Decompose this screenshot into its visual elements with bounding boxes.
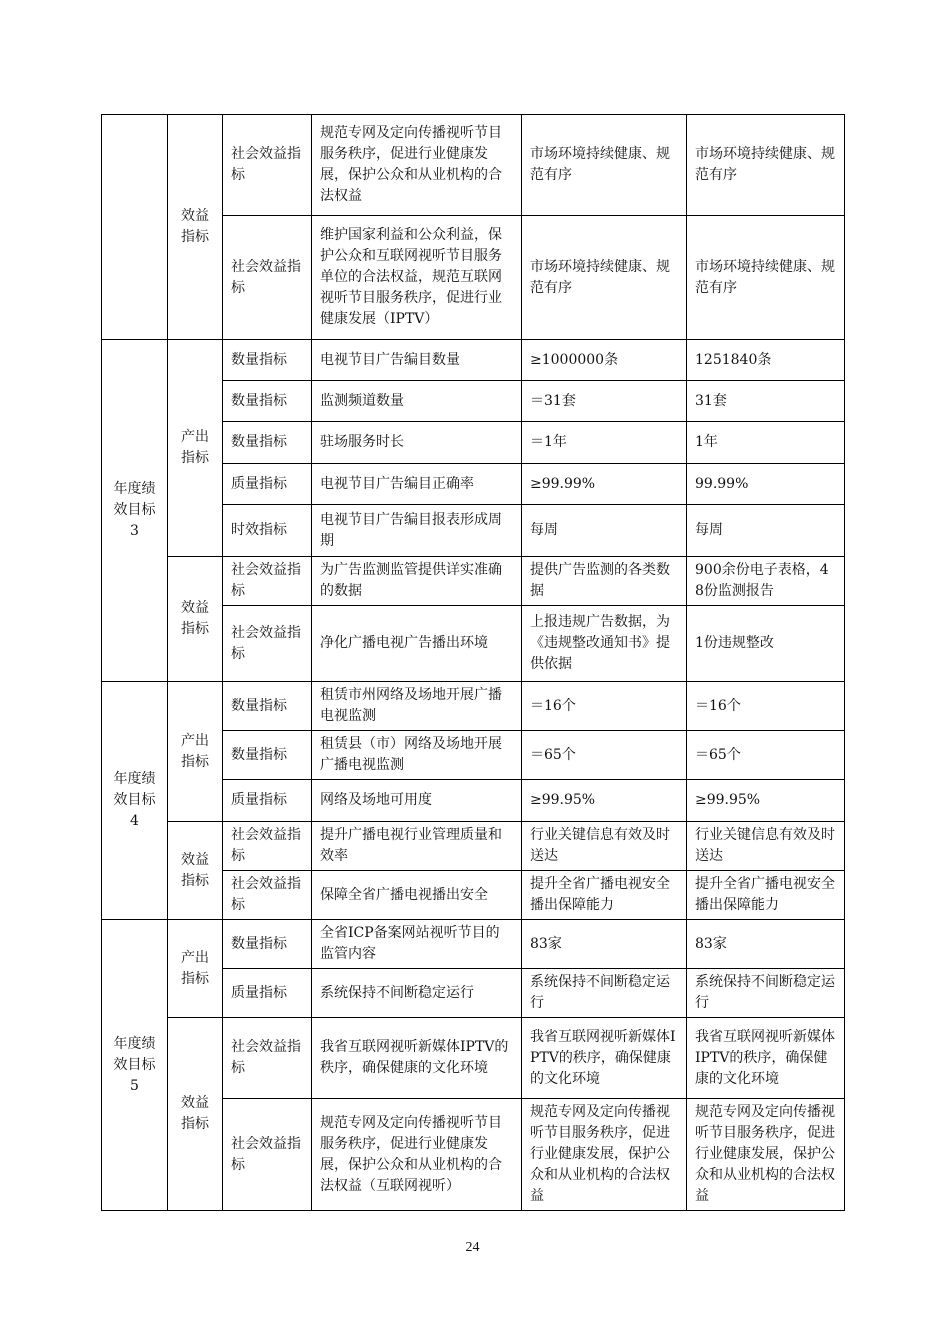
actual-cell: 市场环境持续健康、规范有序 — [687, 115, 845, 216]
target-cell: ≥99.95% — [522, 780, 687, 822]
actual-cell: ＝16个 — [687, 682, 845, 731]
table-row — [102, 920, 845, 969]
indicator-cell: 社会效益指标 — [223, 115, 312, 216]
category-cell: 效益指标 — [168, 115, 223, 340]
indicator-cell: 数量指标 — [223, 731, 312, 780]
actual-cell: 行业关键信息有效及时送达 — [687, 822, 845, 871]
target-cell: ＝16个 — [522, 682, 687, 731]
indicator-cell: 时效指标 — [223, 505, 312, 557]
actual-cell: 900余份电子表格，48份监测报告 — [687, 557, 845, 606]
target-cell: 市场环境持续健康、规范有序 — [522, 216, 687, 340]
content-cell: 监测频道数量 — [312, 381, 522, 422]
category-cell: 效益指标 — [168, 557, 223, 682]
actual-cell: 每周 — [687, 505, 845, 557]
performance-table-body — [102, 115, 845, 1211]
indicator-cell: 社会效益指标 — [223, 1099, 312, 1211]
target-cell: 上报违规广告数据，为《违规整改通知书》提供依据 — [522, 606, 687, 682]
indicator-cell: 数量指标 — [223, 920, 312, 969]
category-cell: 产出指标 — [168, 920, 223, 1018]
actual-cell: 1251840条 — [687, 340, 845, 381]
table-row — [102, 822, 845, 871]
category-cell: 产出指标 — [168, 682, 223, 822]
actual-cell: 我省互联网视听新媒体IPTV的秩序，确保健康的文化环境 — [687, 1018, 845, 1099]
indicator-cell: 质量指标 — [223, 969, 312, 1018]
content-cell: 电视节目广告编目报表形成周期 — [312, 505, 522, 557]
actual-cell: 规范专网及定向传播视听节目服务秩序，促进行业健康发展，保护公众和从业机构的合法权益 — [687, 1099, 845, 1211]
indicator-cell: 社会效益指标 — [223, 557, 312, 606]
category-cell: 效益指标 — [168, 1018, 223, 1211]
table-row — [102, 340, 845, 381]
target-cell: 每周 — [522, 505, 687, 557]
target-cell: ≥1000000条 — [522, 340, 687, 381]
target-cell: 行业关键信息有效及时送达 — [522, 822, 687, 871]
actual-cell: 系统保持不间断稳定运行 — [687, 969, 845, 1018]
actual-cell: 31套 — [687, 381, 845, 422]
actual-cell: 市场环境持续健康、规范有序 — [687, 216, 845, 340]
indicator-cell: 质量指标 — [223, 464, 312, 505]
table-row — [102, 682, 845, 731]
target-cell: 83家 — [522, 920, 687, 969]
target-cell: 我省互联网视听新媒体IPTV的秩序，确保健康的文化环境 — [522, 1018, 687, 1099]
content-cell: 系统保持不间断稳定运行 — [312, 969, 522, 1018]
indicator-cell: 社会效益指标 — [223, 1018, 312, 1099]
target-cell: ＝1年 — [522, 422, 687, 464]
page-number: 24 — [465, 1240, 480, 1255]
target-cell: 规范专网及定向传播视听节目服务秩序，促进行业健康发展，保护公众和从业机构的合法权益 — [522, 1099, 687, 1211]
content-cell: 电视节目广告编目正确率 — [312, 464, 522, 505]
content-cell: 全省ICP备案网站视听节目的监管内容 — [312, 920, 522, 969]
goal-cell: 年度绩效目标5 — [102, 920, 168, 1211]
category-cell: 产出指标 — [168, 340, 223, 557]
actual-cell: 99.99% — [687, 464, 845, 505]
content-cell: 提升广播电视行业管理质量和效率 — [312, 822, 522, 871]
target-cell: ≥99.99% — [522, 464, 687, 505]
content-cell: 租赁县（市）网络及场地开展广播电视监测 — [312, 731, 522, 780]
actual-cell: ＝65个 — [687, 731, 845, 780]
target-cell: 提供广告监测的各类数据 — [522, 557, 687, 606]
content-cell: 规范专网及定向传播视听节目服务秩序，促进行业健康发展，保护公众和从业机构的合法权益（互联网视听） — [312, 1099, 522, 1211]
indicator-cell: 社会效益指标 — [223, 822, 312, 871]
indicator-cell: 数量指标 — [223, 381, 312, 422]
content-cell: 保障全省广播电视播出安全 — [312, 871, 522, 920]
content-cell: 驻场服务时长 — [312, 422, 522, 464]
table-row — [102, 557, 845, 606]
content-cell: 我省互联网视听新媒体IPTV的秩序，确保健康的文化环境 — [312, 1018, 522, 1099]
indicator-cell: 社会效益指标 — [223, 871, 312, 920]
actual-cell: 1份违规整改 — [687, 606, 845, 682]
indicator-cell: 数量指标 — [223, 340, 312, 381]
category-cell: 效益指标 — [168, 822, 223, 920]
content-cell: 维护国家利益和公众利益，保护公众和互联网视听节目服务单位的合法权益，规范互联网视听节目服务秩序，促进行业健康发展（IPTV） — [312, 216, 522, 340]
actual-cell: 1年 — [687, 422, 845, 464]
content-cell: 规范专网及定向传播视听节目服务秩序，促进行业健康发展，保护公众和从业机构的合法权益 — [312, 115, 522, 216]
target-cell: ＝65个 — [522, 731, 687, 780]
indicator-cell: 数量指标 — [223, 422, 312, 464]
content-cell: 网络及场地可用度 — [312, 780, 522, 822]
actual-cell: ≥99.95% — [687, 780, 845, 822]
goal-cell: 年度绩效目标4 — [102, 682, 168, 920]
indicator-cell: 数量指标 — [223, 682, 312, 731]
goal-cell: 年度绩效目标3 — [102, 340, 168, 682]
content-cell: 净化广播电视广告播出环境 — [312, 606, 522, 682]
target-cell: ＝31套 — [522, 381, 687, 422]
content-cell: 电视节目广告编目数量 — [312, 340, 522, 381]
actual-cell: 提升全省广播电视安全播出保障能力 — [687, 871, 845, 920]
table-row — [102, 1018, 845, 1099]
indicator-cell: 社会效益指标 — [223, 216, 312, 340]
target-cell: 系统保持不间断稳定运行 — [522, 969, 687, 1018]
performance-table — [101, 114, 845, 1211]
table-row — [102, 115, 845, 216]
target-cell: 提升全省广播电视安全播出保障能力 — [522, 871, 687, 920]
indicator-cell: 社会效益指标 — [223, 606, 312, 682]
actual-cell: 83家 — [687, 920, 845, 969]
content-cell: 为广告监测监管提供详实准确的数据 — [312, 557, 522, 606]
indicator-cell: 质量指标 — [223, 780, 312, 822]
target-cell: 市场环境持续健康、规范有序 — [522, 115, 687, 216]
goal-cell — [102, 115, 168, 340]
content-cell: 租赁市州网络及场地开展广播电视监测 — [312, 682, 522, 731]
